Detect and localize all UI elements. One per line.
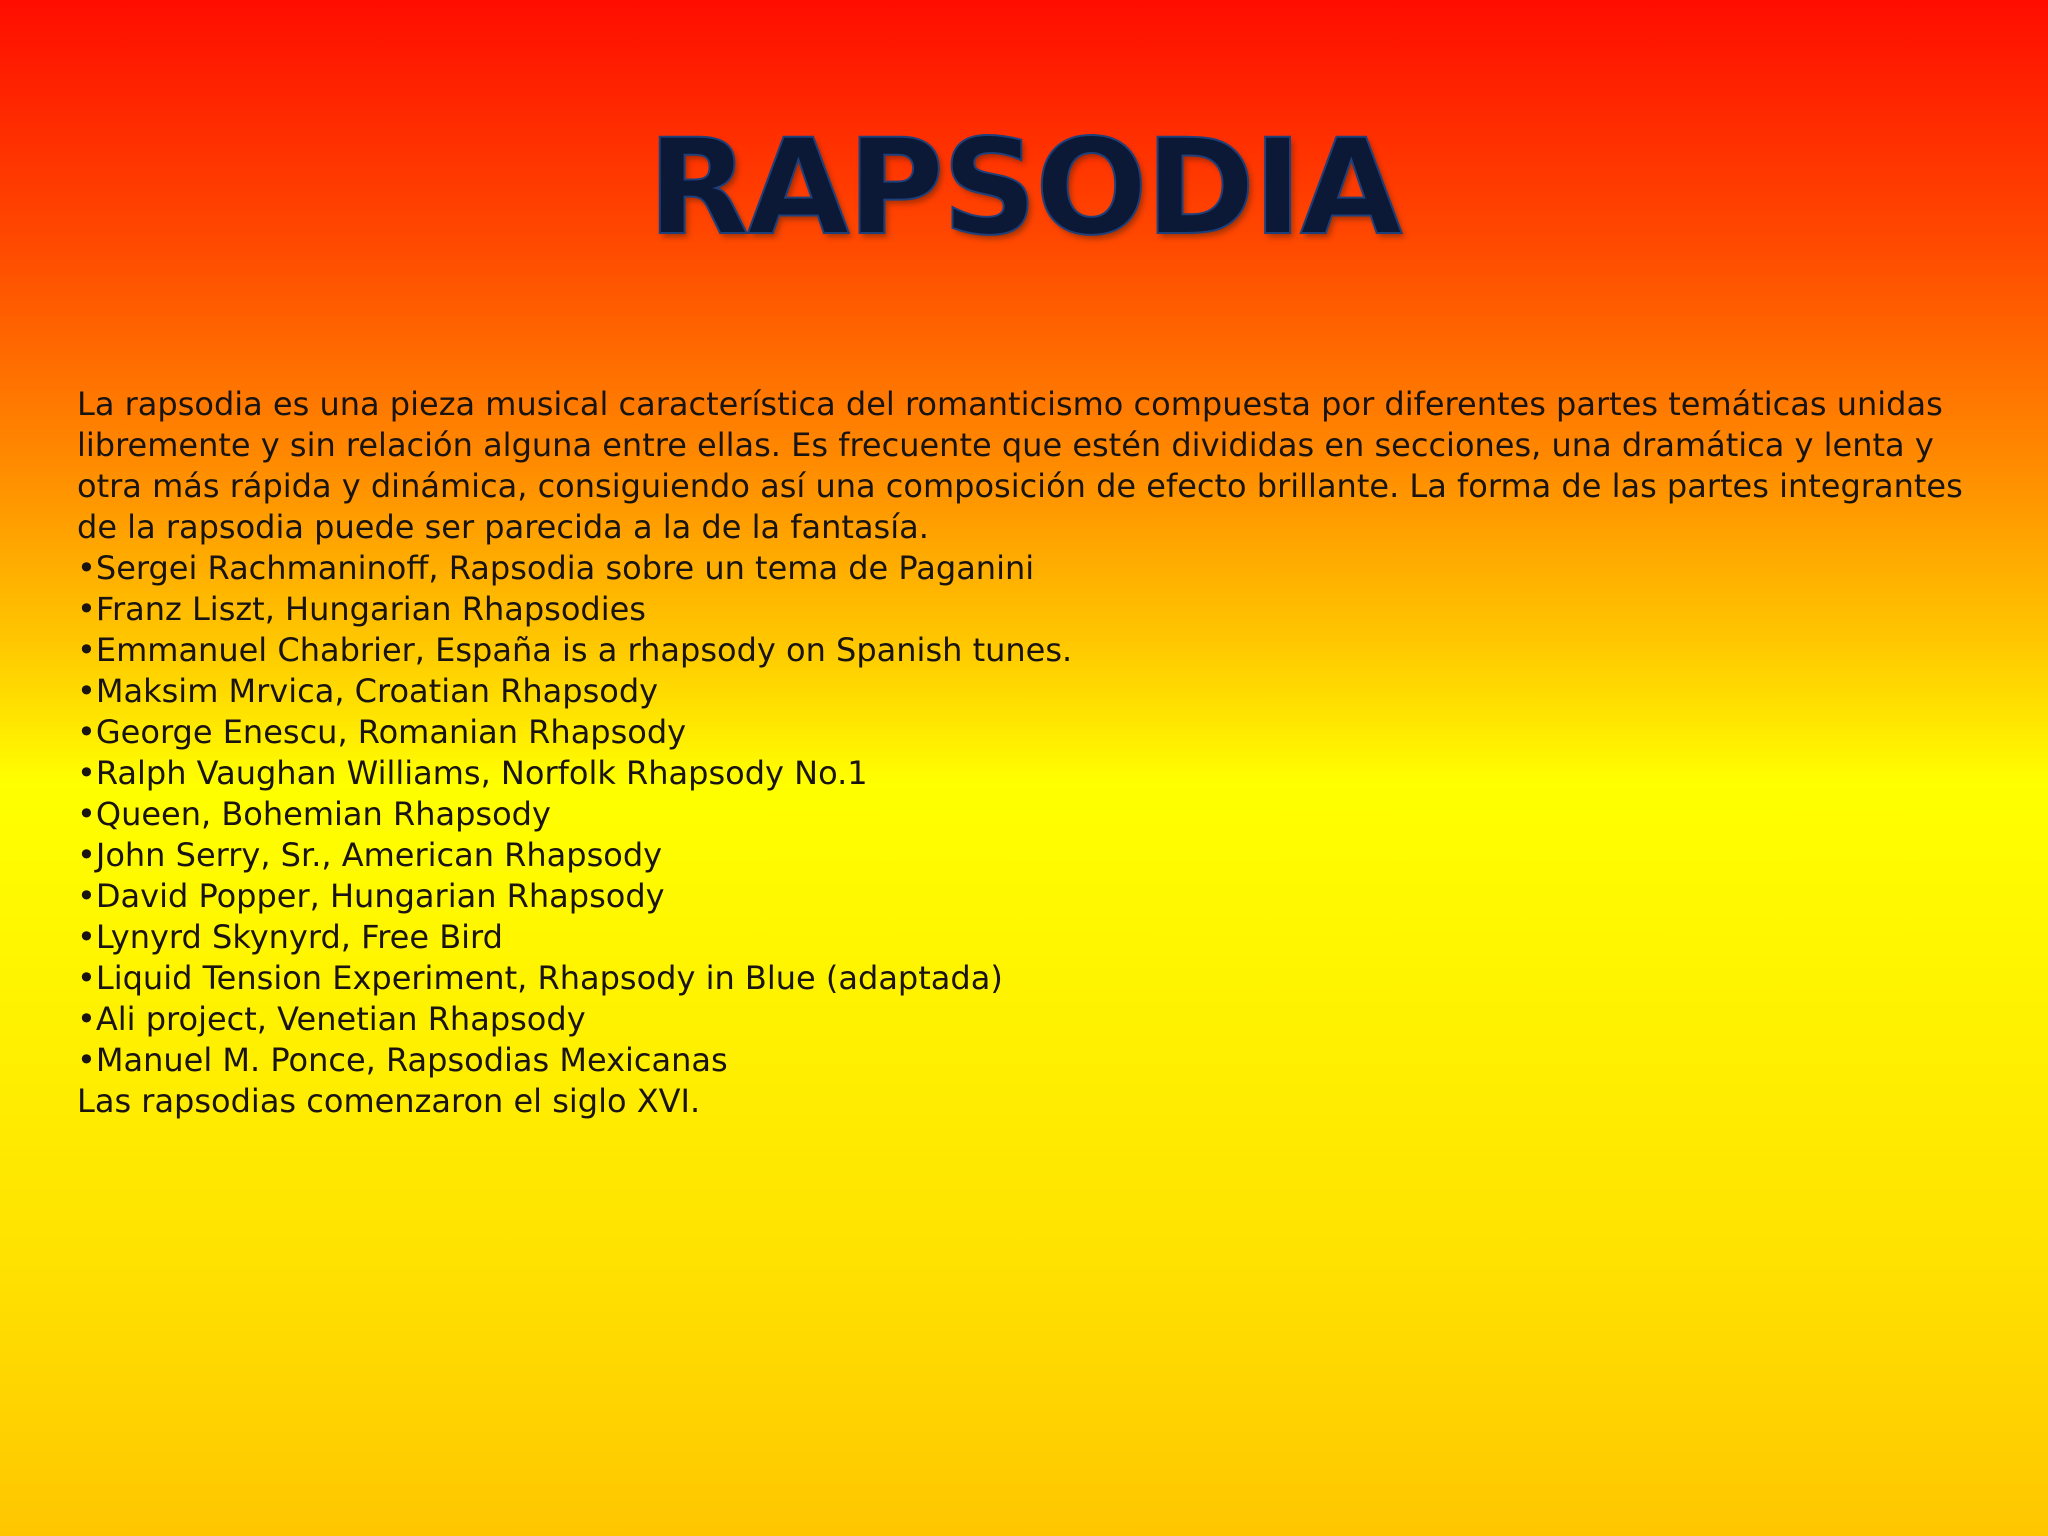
list-item: • Sergei Rachmaninoff, Rapsodia sobre un tema de Paganini xyxy=(77,548,1977,589)
list-item: • Liquid Tension Experiment, Rhapsody in Blue (adaptada) xyxy=(77,958,1977,999)
list-item: • George Enescu, Romanian Rhapsody xyxy=(77,712,1977,753)
list-item: • David Popper, Hungarian Rhapsody xyxy=(77,876,1977,917)
slide-body xyxy=(77,384,1977,1122)
list-item: • Franz Liszt, Hungarian Rhapsodies xyxy=(77,589,1977,630)
list-item: • Manuel M. Ponce, Rapsodias Mexicanas xyxy=(77,1040,1977,1081)
closing-line: Las rapsodias comenzaron el siglo XVI. xyxy=(77,1082,701,1120)
list-item: • Ralph Vaughan Williams, Norfolk Rhapsody No.1 xyxy=(77,753,1977,794)
slide-title: RAPSODIA xyxy=(647,111,1401,265)
examples-list xyxy=(77,548,1977,1081)
list-item: • Lynyrd Skynyrd, Free Bird xyxy=(77,917,1977,958)
intro-paragraph: La rapsodia es una pieza musical característica del romanticismo compuesta por diferentes partes temáticas unidas libremente y sin relación alguna entre ellas. Es frecuente que estén divididas en secciones, una dramática y lenta y otra más rápida y dinámica, consiguiendo así una composición de efecto brillante. La forma de las partes integrantes de la rapsodia puede ser parecida a la de la fantasía. xyxy=(77,385,1963,546)
list-item: • Emmanuel Chabrier, España is a rhapsody on Spanish tunes. xyxy=(77,630,1977,671)
list-item: • Queen, Bohemian Rhapsody xyxy=(77,794,1977,835)
list-item: • John Serry, Sr., American Rhapsody xyxy=(77,835,1977,876)
list-item: • Ali project, Venetian Rhapsody xyxy=(77,999,1977,1040)
list-item: • Maksim Mrvica, Croatian Rhapsody xyxy=(77,671,1977,712)
